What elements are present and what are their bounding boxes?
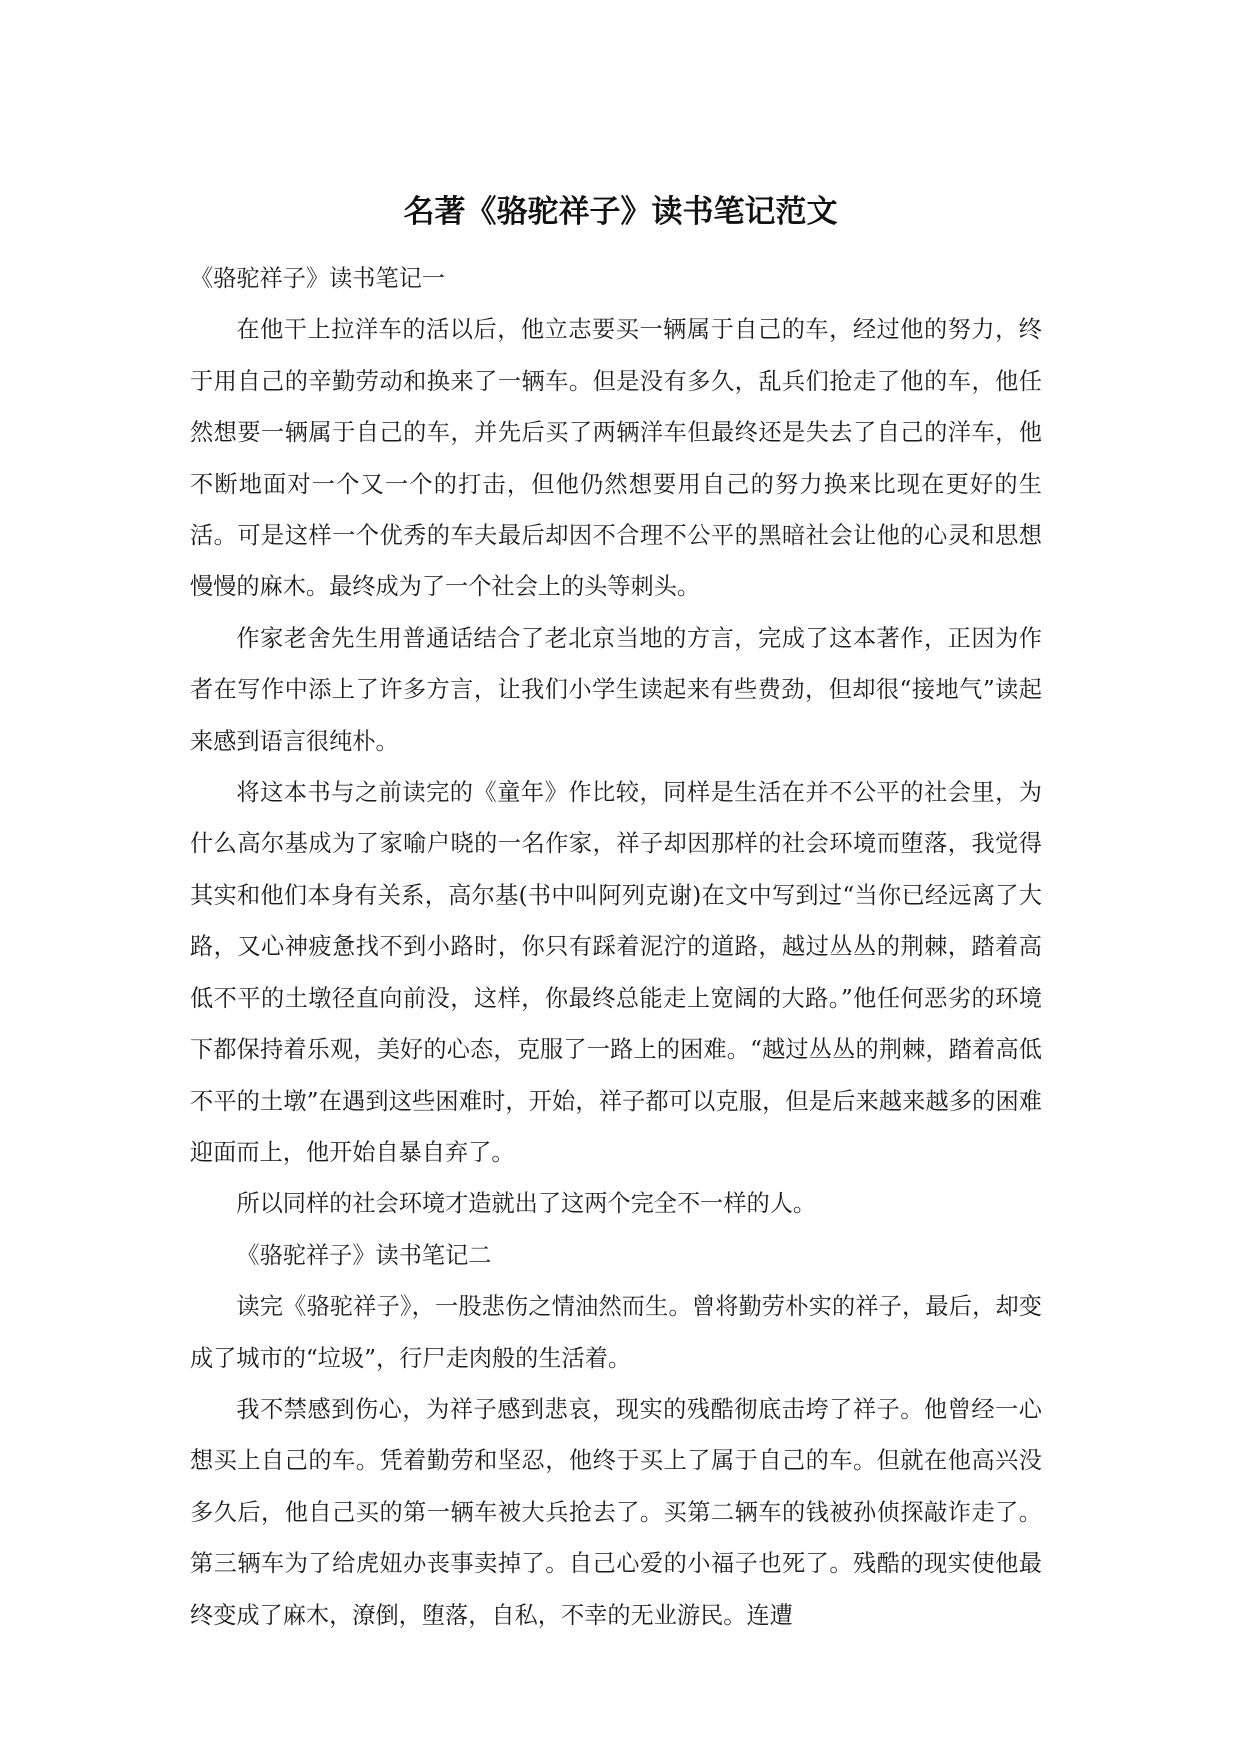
paragraph: 在他干上拉洋车的活以后，他立志要买一辆属于自己的车，经过他的努力，终于用自己的辛勤劳动和换来了一辆车。但是没有多久，乱兵们抢走了他的车，他任然想要一辆属于自己的车，并先后买了两辆洋车但最终还是失去了自己的洋车，他不断地面对一个又一个的打击，但他仍然想要用自己的努力换来比现在更好的生活。可是这样一个优秀的车夫最后却因不合理不公平的黑暗社会让他的心灵和思想慢慢的麻木。最终成为了一个社会上的头等刺头。 xyxy=(190,316,1042,601)
paragraph: 作家老舍先生用普通话结合了老北京当地的方言，完成了这本著作，正因为作者在写作中添上了许多方言，让我们小学生读起来有些费劲，但却很“接地气”读起来感到语言很纯朴。 xyxy=(190,624,1042,755)
paragraph: 我不禁感到伤心，为祥子感到悲哀，现实的残酷彻底击垮了祥子。他曾经一心想买上自己的车。凭着勤劳和坚忍，他终于买上了属于自己的车。但就在他高兴没多久后，他自己买的第一辆车被大兵抢去了。买第二辆车的钱被孙侦探敲诈走了。第三辆车为了给虎妞办丧事卖掉了。自己心爱的小福子也死了。残酷的现实使他最终变成了麻木，潦倒，堕落，自私，不幸的无业游民。连遭 xyxy=(190,1395,1042,1629)
paragraph: 所以同样的社会环境才造就出了这两个完全不一样的人。 xyxy=(236,1190,817,1218)
note1-heading: 《骆驼祥子》读书笔记一 xyxy=(190,265,446,292)
paragraph: 将这本书与之前读完的《童年》作比较，同样是生活在并不公平的社会里，为什么高尔基成为了家喻户晓的一名作家，祥子却因那样的社会环境而堕落，我觉得其实和他们本身有关系，高尔基(书中叫阿列克谢)在文中写到过“当你已经远离了大路，又心神疲惫找不到小路时，你只有踩着泥泞的道路，越过丛丛的荆棘，踏着高低不平的土墩径直向前没，这样，你最终总能走上宽阔的大路。”他任何恶劣的环境下都保持着乐观，美好的心态，克服了一路上的困难。“越过丛丛的荆棘，踏着高低不平的土墩”在遇到这些困难时，开始，祥子都可以克服，但是后来越来越多的困难迎面而上，他开始自暴自弃了。 xyxy=(190,779,1042,1166)
note2-heading: 《骆驼祥子》读书笔记二 xyxy=(236,1241,492,1269)
paragraph: 读完《骆驼祥子》，一股悲伤之情油然而生。曾将勤劳朴实的祥子，最后，却变成了城市的“垃圾”，行尸走肉般的生活着。 xyxy=(190,1293,1042,1372)
document-body xyxy=(190,253,1042,1641)
document-title: 名著《骆驼祥子》读书笔记范文 xyxy=(403,194,838,230)
